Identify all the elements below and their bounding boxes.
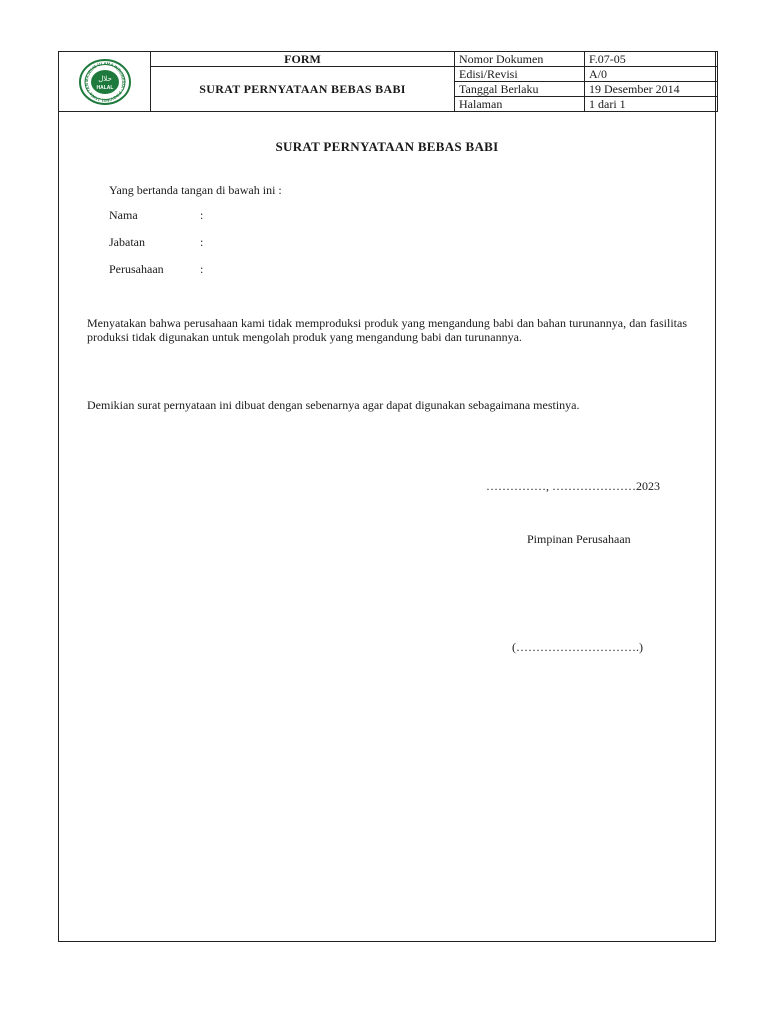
form-title: SURAT PERNYATAAN BEBAS BABI bbox=[151, 67, 455, 112]
meta-label-halaman: Halaman bbox=[455, 97, 585, 112]
logo-arabic-text: حلال bbox=[97, 74, 112, 83]
document-header-table bbox=[58, 51, 718, 112]
meta-label-edisi-revisi: Edisi/Revisi bbox=[455, 67, 585, 82]
intro-text: Yang bertanda tangan di bawah ini : bbox=[109, 183, 282, 197]
signature-placeholder: (………………………….) bbox=[512, 640, 643, 654]
field-label-perusahaan: Perusahaan bbox=[109, 262, 164, 276]
form-label: FORM bbox=[151, 52, 455, 67]
logo-halal-text: HALAL bbox=[96, 84, 113, 91]
field-colon-jabatan: : bbox=[200, 235, 204, 249]
document-title: SURAT PERNYATAAN BEBAS BABI bbox=[275, 139, 499, 154]
mui-halal-seal-icon bbox=[78, 58, 132, 106]
field-colon-nama: : bbox=[200, 208, 204, 222]
meta-label-tanggal-berlaku: Tanggal Berlaku bbox=[455, 82, 585, 97]
logo-ring-text: MAJELIS ULAMA INDONESIA · PROVINSI JAWA TEN bbox=[83, 60, 126, 103]
field-label-nama: Nama bbox=[109, 208, 138, 222]
statement-paragraph: Menyatakan bahwa perusahaan kami tidak memproduksi produk yang mengandung babi dan bahan turunannya, dan fasilitas produksi tidak digunakan untuk mengolah produk yang mengandung babi dan turunannya. bbox=[87, 316, 687, 344]
meta-value-halaman: 1 dari 1 bbox=[585, 97, 718, 112]
meta-value-tanggal-berlaku: 19 Desember 2014 bbox=[585, 82, 718, 97]
meta-value-edisi-revisi: A/0 bbox=[585, 67, 718, 82]
place-date-line: ……………, …………………2023 bbox=[486, 479, 660, 493]
meta-value-nomor-dokumen: F.07-05 bbox=[585, 52, 718, 67]
field-label-jabatan: Jabatan bbox=[109, 235, 145, 249]
field-colon-perusahaan: : bbox=[200, 262, 204, 276]
signer-title: Pimpinan Perusahaan bbox=[527, 532, 631, 546]
logo-cell bbox=[59, 52, 151, 112]
meta-label-nomor-dokumen: Nomor Dokumen bbox=[455, 52, 585, 67]
closing-paragraph: Demikian surat pernyataan ini dibuat dengan sebenarnya agar dapat digunakan sebagaimana mestinya. bbox=[87, 398, 580, 412]
